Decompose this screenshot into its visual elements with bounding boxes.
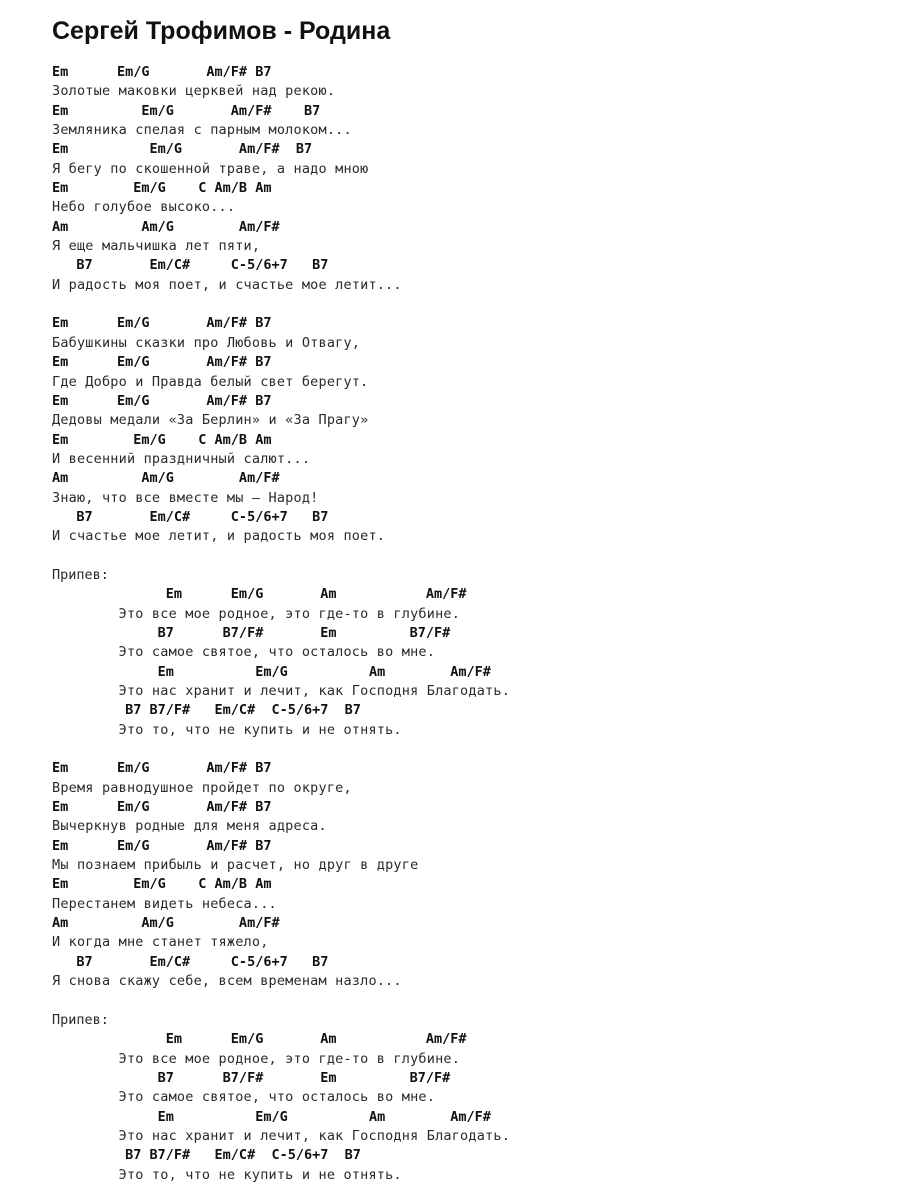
blank-line bbox=[52, 547, 882, 566]
lyric-line: Я снова скажу себе, всем временам назло... bbox=[52, 973, 402, 990]
chord-line: B7 B7/F# Em/C# C-5/6+7 B7 bbox=[52, 702, 361, 719]
chord-line: Em Em/G Am/F# B7 bbox=[52, 102, 321, 119]
lyric-line: Это то, что не купить и не отнять. bbox=[52, 721, 402, 738]
lyric-line: Перестанем видеть небеса... bbox=[52, 895, 277, 912]
chord-line: Em Em/G Am/F# B7 bbox=[52, 354, 272, 371]
chord-line: Em Em/G Am Am/F# bbox=[52, 663, 491, 680]
lyric-line: Небо голубое высоко... bbox=[52, 199, 236, 216]
lyric-line: И весенний праздничный салют... bbox=[52, 450, 311, 467]
lyric-line: Это все мое родное, это где-то в глубине. bbox=[52, 1050, 461, 1067]
chord-line: Em Em/G C Am/B Am bbox=[52, 431, 272, 448]
chord-line: B7 Em/C# C-5/6+7 B7 bbox=[52, 257, 329, 274]
lyric-line: Это нас хранит и лечит, как Господня Благодать. bbox=[52, 1127, 511, 1144]
chord-line: Em Em/G C Am/B Am bbox=[52, 180, 272, 197]
lyric-line: Дедовы медали «За Берлин» и «За Прагу» bbox=[52, 412, 369, 429]
chord-line: B7 Em/C# C-5/6+7 B7 bbox=[52, 953, 329, 970]
lyric-line: Это все мое родное, это где-то в глубине. bbox=[52, 605, 461, 622]
section-label: Припев: bbox=[52, 1011, 109, 1028]
lyric-line: Золотые маковки церквей над рекою. bbox=[52, 83, 336, 100]
song-title: Сергей Трофимов - Родина bbox=[52, 17, 391, 45]
lyric-line: Я бегу по скошенной траве, а надо мною bbox=[52, 160, 369, 177]
blank-line bbox=[52, 992, 882, 1011]
lyric-line: Это самое святое, что осталось во мне. bbox=[52, 644, 436, 661]
chord-line: Em Em/G Am/F# B7 bbox=[52, 760, 272, 777]
chord-line: Am Am/G Am/F# bbox=[52, 470, 280, 487]
chord-line: B7 Em/C# C-5/6+7 B7 bbox=[52, 508, 329, 525]
chord-line: Em Em/G Am/F# B7 bbox=[52, 799, 272, 816]
lyric-line: Где Добро и Правда белый свет берегут. bbox=[52, 373, 369, 390]
lyric-line: Бабушкины сказки про Любовь и Отвагу, bbox=[52, 334, 361, 351]
chord-line: Am Am/G Am/F# bbox=[52, 915, 280, 932]
chord-line: Em Em/G Am/F# B7 bbox=[52, 392, 272, 409]
lyric-line: Мы познаем прибыль и расчет, но друг в друге bbox=[52, 857, 419, 874]
chord-line: Em Em/G Am Am/F# bbox=[52, 1108, 491, 1125]
lyric-line: Я еще мальчишка лет пяти, bbox=[52, 238, 261, 255]
lyric-line: Время равнодушное пройдет по округе, bbox=[52, 779, 352, 796]
chord-line: Em Em/G Am/F# B7 bbox=[52, 837, 272, 854]
song-page bbox=[52, 14, 882, 1183]
lyric-line: Земляника спелая с парным молоком... bbox=[52, 122, 352, 139]
lyric-line: И радость моя поет, и счастье мое летит... bbox=[52, 276, 402, 293]
chord-sheet bbox=[52, 63, 882, 1185]
lyric-line: Вычеркнув родные для меня адреса. bbox=[52, 818, 327, 835]
chord-line: B7 B7/F# Em B7/F# bbox=[52, 624, 451, 641]
lyric-line: И счастье мое летит, и радость моя поет. bbox=[52, 528, 386, 545]
chord-line: Em Em/G Am Am/F# bbox=[52, 586, 467, 603]
chord-line: Em Em/G Am Am/F# bbox=[52, 1031, 467, 1048]
lyric-line: Это то, что не купить и не отнять. bbox=[52, 1166, 402, 1183]
chord-line: Em Em/G Am/F# B7 bbox=[52, 64, 272, 80]
chord-line: Em Em/G Am/F# B7 bbox=[52, 141, 313, 158]
chord-line: Em Em/G Am/F# B7 bbox=[52, 315, 272, 332]
lyric-line: Знаю, что все вместе мы — Народ! bbox=[52, 489, 319, 506]
blank-line bbox=[52, 740, 882, 759]
chord-line: B7 B7/F# Em B7/F# bbox=[52, 1069, 451, 1086]
chord-line: B7 B7/F# Em/C# C-5/6+7 B7 bbox=[52, 1147, 361, 1164]
section-label: Припев: bbox=[52, 566, 109, 583]
lyric-line: Это нас хранит и лечит, как Господня Благодать. bbox=[52, 683, 511, 699]
blank-line bbox=[52, 295, 882, 314]
lyric-line: И когда мне станет тяжело, bbox=[52, 934, 269, 951]
chord-line: Am Am/G Am/F# bbox=[52, 218, 280, 235]
lyric-line: Это самое святое, что осталось во мне. bbox=[52, 1089, 436, 1106]
chord-line: Em Em/G C Am/B Am bbox=[52, 876, 272, 893]
